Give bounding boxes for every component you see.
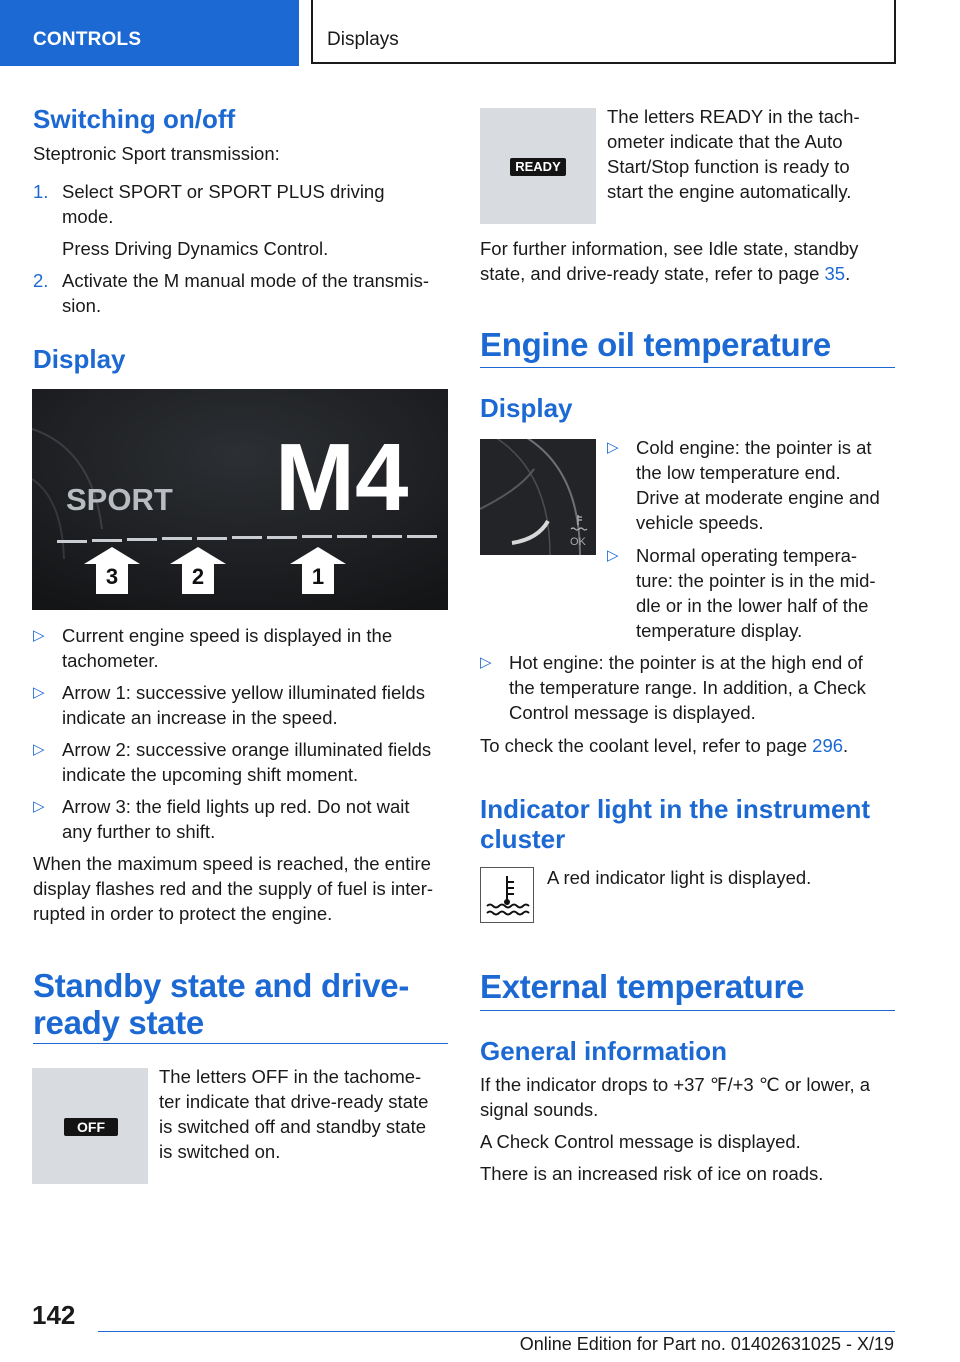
coolant-warning-light bbox=[480, 867, 534, 923]
bullet-text: vehicle speeds. bbox=[636, 512, 764, 533]
max-speed-note bbox=[33, 851, 453, 926]
arrow-3-label: 3 bbox=[105, 564, 119, 589]
oil-gauge-figure bbox=[480, 439, 596, 555]
note-line: When the maximum speed is reached, the entire bbox=[33, 853, 431, 874]
heading-rule bbox=[480, 367, 895, 368]
bullet-text: Arrow 2: successive orange illuminated fields bbox=[62, 739, 432, 760]
switching-intro: Steptronic Sport transmission: bbox=[33, 143, 280, 164]
bullet-triangle-icon: ▷ bbox=[33, 684, 45, 701]
bullet-triangle-icon: ▷ bbox=[607, 547, 619, 564]
text-line: The letters OFF in the tachome- bbox=[159, 1066, 422, 1087]
heading-line: Standby state and drive- bbox=[33, 967, 410, 1004]
step-text: mode. bbox=[62, 206, 114, 227]
general-info-heading: General information bbox=[480, 1036, 728, 1066]
bullet-triangle-icon: ▷ bbox=[33, 627, 45, 644]
note-line: display flashes red and the supply of fuel is inter- bbox=[33, 878, 434, 899]
step-number: 2. bbox=[33, 270, 49, 291]
heading-rule bbox=[33, 1043, 448, 1044]
indicator-light-heading bbox=[480, 794, 900, 854]
sport-mode-label: SPORT bbox=[66, 482, 173, 517]
bullet-text: the temperature range. In addition, a Check bbox=[509, 677, 866, 698]
heading-line: ready state bbox=[33, 1004, 204, 1041]
bullet-text: Drive at moderate engine and bbox=[636, 487, 880, 508]
further-info bbox=[480, 236, 900, 286]
check-control-text: A Check Control message is displayed. bbox=[480, 1131, 801, 1152]
heading-line: Indicator light in the instrument bbox=[480, 794, 870, 824]
bullet-text: Normal operating tempera- bbox=[636, 545, 858, 566]
bullet-text: temperature display. bbox=[636, 620, 803, 641]
page-number: 142 bbox=[32, 1300, 76, 1330]
text-line: is switched off and standby state bbox=[159, 1116, 427, 1137]
step-text: Activate the M manual mode of the transmis- bbox=[62, 270, 430, 291]
coolant-reference bbox=[480, 733, 900, 758]
bullet-text: any further to shift. bbox=[62, 821, 216, 842]
heading-line: cluster bbox=[480, 824, 566, 854]
bullet-text: Current engine speed is displayed in the bbox=[62, 625, 393, 646]
step-number: 1. bbox=[33, 181, 49, 202]
section-label: CONTROLS bbox=[33, 29, 142, 50]
step-text: sion. bbox=[62, 295, 102, 316]
heading-rule bbox=[480, 1010, 895, 1011]
text-line: ometer indicate that the Auto bbox=[607, 131, 843, 152]
text-line: For further information, see Idle state, standby bbox=[480, 238, 859, 259]
text-line: Start/Stop function is ready to bbox=[607, 156, 850, 177]
bullet-text: Arrow 3: the field lights up red. Do not wait bbox=[62, 796, 410, 817]
switching-heading: Switching on/off bbox=[33, 104, 236, 134]
bullet-text: Hot engine: the pointer is at the high end of bbox=[509, 652, 863, 673]
note-line: rupted in order to protect the engine. bbox=[33, 903, 333, 924]
bullet-text: indicate an increase in the speed. bbox=[62, 707, 338, 728]
oil-gauge-graphic bbox=[480, 439, 596, 555]
section-tab bbox=[0, 0, 299, 66]
off-indicator-figure bbox=[32, 1068, 148, 1184]
footer-rule bbox=[98, 1331, 895, 1332]
bullet-text: dle or in the lower half of the bbox=[636, 595, 869, 616]
text-line: signal sounds. bbox=[480, 1099, 599, 1120]
step-text: Select SPORT or SPORT PLUS driving bbox=[62, 181, 385, 202]
text-line: state, and drive-ready state, refer to page bbox=[480, 263, 825, 284]
page-link-35[interactable]: 35 bbox=[824, 263, 846, 284]
ready-chip: READY bbox=[510, 158, 566, 176]
bullet-text: Arrow 1: successive yellow illuminated fields bbox=[62, 682, 425, 703]
coolant-temperature-icon bbox=[481, 868, 533, 922]
arrow-1-label: 1 bbox=[311, 564, 325, 589]
standby-heading bbox=[33, 967, 453, 1041]
standby-text bbox=[159, 1064, 449, 1164]
bullet-triangle-icon: ▷ bbox=[33, 798, 45, 815]
bullet-triangle-icon: ▷ bbox=[33, 741, 45, 758]
bullet-text: indicate the upcoming shift moment. bbox=[62, 764, 359, 785]
oil-display-heading: Display bbox=[480, 393, 573, 423]
off-chip: OFF bbox=[64, 1118, 118, 1136]
step-1-extra: Press Driving Dynamics Control. bbox=[62, 238, 329, 259]
bullet-triangle-icon: ▷ bbox=[607, 439, 619, 456]
temperature-warning-text bbox=[480, 1072, 900, 1122]
shift-display-graphic bbox=[32, 389, 448, 610]
text-line: . bbox=[843, 735, 849, 756]
edition-text: Online Edition for Part no. 01402631025 - X/19 bbox=[519, 1334, 894, 1354]
text-line: . bbox=[845, 263, 851, 284]
display-heading: Display bbox=[33, 344, 126, 374]
gear-indicator: M4 bbox=[275, 424, 409, 531]
arrow-2-label: 2 bbox=[191, 564, 205, 589]
text-line: If the indicator drops to +37 ℉/+3 ℃ or lower, a bbox=[480, 1074, 871, 1095]
text-line: is switched on. bbox=[159, 1141, 281, 1162]
bullet-text: Control message is displayed. bbox=[509, 702, 756, 723]
chapter-tab bbox=[311, 0, 896, 64]
text-line: start the engine automatically. bbox=[607, 181, 852, 202]
shift-display-figure bbox=[32, 389, 448, 610]
gauge-ok-label: OK bbox=[570, 536, 586, 548]
text-line: To check the coolant level, refer to page bbox=[480, 735, 813, 756]
bullet-text: ture: the pointer is in the mid- bbox=[636, 570, 876, 591]
indicator-text: A red indicator light is displayed. bbox=[547, 867, 812, 888]
bullet-text: tachometer. bbox=[62, 650, 159, 671]
ice-risk-text: There is an increased risk of ice on roads. bbox=[480, 1163, 824, 1184]
bullet-text: the low temperature end. bbox=[636, 462, 841, 483]
ready-text bbox=[607, 104, 897, 204]
engine-oil-heading: Engine oil temperature bbox=[480, 326, 831, 363]
external-temperature-heading: External temperature bbox=[480, 968, 805, 1005]
chapter-label: Displays bbox=[327, 29, 399, 50]
text-line: ter indicate that drive-ready state bbox=[159, 1091, 429, 1112]
ready-indicator-figure bbox=[480, 108, 596, 224]
bullet-triangle-icon: ▷ bbox=[480, 654, 492, 671]
page-link-296[interactable]: 296 bbox=[812, 735, 844, 756]
bullet-text: Cold engine: the pointer is at bbox=[636, 437, 872, 458]
text-line: The letters READY in the tach- bbox=[607, 106, 860, 127]
